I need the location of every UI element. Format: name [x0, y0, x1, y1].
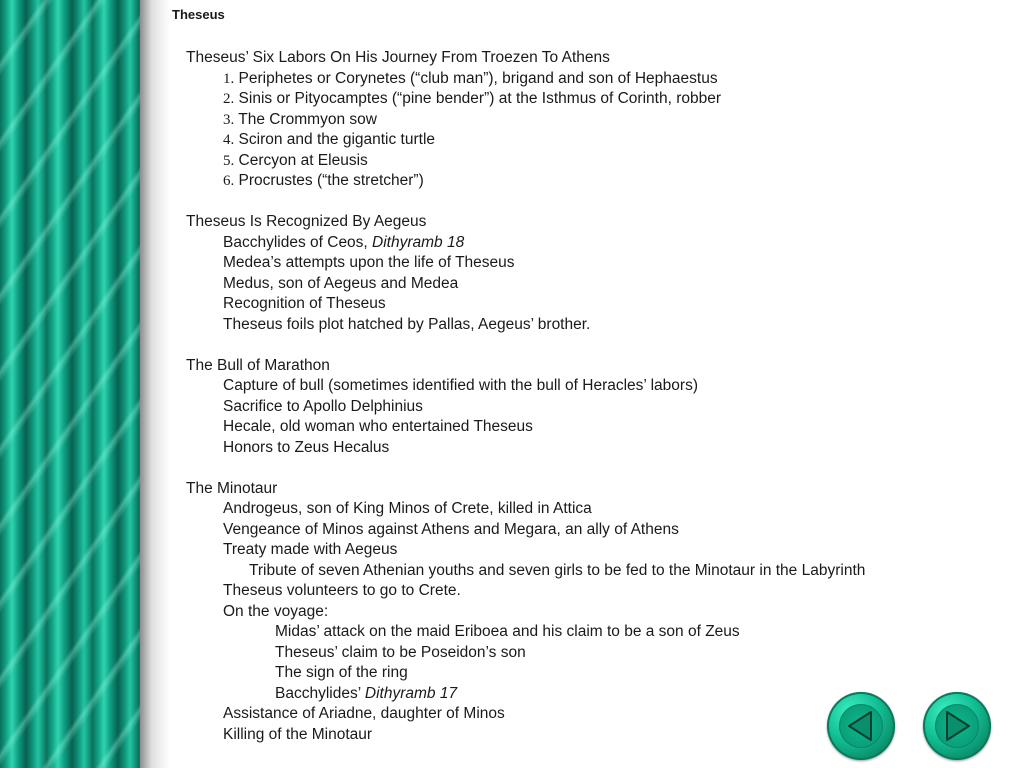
outline-item: [186, 110, 986, 131]
outline-item: [186, 643, 986, 664]
blank-line: [186, 192, 986, 213]
outline-item: [186, 151, 986, 172]
previous-slide-button[interactable]: [827, 692, 895, 760]
outline-item: [186, 540, 986, 561]
item-number: 6.: [223, 173, 235, 189]
outline-item: [186, 294, 986, 315]
item-text: Sinis or Pityocamptes (“pine bender”) at the Isthmus of Corinth, robber: [234, 90, 721, 107]
work-title: Dithyramb 17: [364, 684, 458, 702]
outline-item: [186, 130, 986, 151]
item-text: Cercyon at Eleusis: [234, 151, 368, 169]
outline-content: [186, 48, 986, 745]
outline-item: [186, 663, 986, 684]
outline-item: [186, 376, 986, 397]
item-number: 1.: [223, 70, 235, 87]
item-text: Capture of bull (sometimes identified with the bull of Heracles’ labors): [223, 377, 698, 394]
outline-item: [186, 417, 986, 438]
outline-item: [186, 438, 986, 459]
item-text: Theseus foils plot hatched by Pallas, Aegeus’ brother.: [223, 315, 591, 333]
item-text: On the voyage:: [223, 602, 329, 620]
section-heading: [186, 356, 986, 377]
item-text: Theseus Is Recognized By Aegeus: [186, 213, 427, 230]
section-heading: [186, 479, 986, 500]
item-text: Honors to Zeus Hecalus: [223, 438, 390, 456]
item-text: Vengeance of Minos against Athens and Megara, an ally of Athens: [223, 520, 679, 538]
next-slide-icon: [923, 692, 991, 760]
blank-line: [186, 335, 986, 356]
outline-item: [186, 171, 986, 192]
next-slide-button[interactable]: [923, 692, 991, 760]
item-text: Hecale, old woman who entertained Theseus: [223, 418, 533, 435]
outline-item: [186, 622, 986, 643]
item-text: The Bull of Marathon: [186, 356, 330, 374]
item-text: Theseus’ claim to be Poseidon’s son: [275, 643, 526, 661]
blank-line: [186, 458, 986, 479]
outline-item: [186, 253, 986, 274]
item-text: Medus, son of Aegeus and Medea: [223, 274, 459, 292]
outline-item: [186, 397, 986, 418]
outline-item: [186, 69, 986, 90]
slide-title: Theseus: [172, 7, 225, 22]
section-heading: [186, 48, 986, 69]
item-text: Theseus’ Six Labors On His Journey From Troezen To Athens: [186, 49, 610, 66]
item-text: The Minotaur: [186, 479, 278, 497]
item-text: Sacrifice to Apollo Delphinius: [223, 397, 423, 415]
outline-item: [186, 499, 986, 520]
item-text: The Crommyon sow: [234, 110, 377, 128]
item-text: Treaty made with Aegeus: [223, 541, 398, 558]
outline-item: [186, 315, 986, 336]
item-text: Androgeus, son of King Minos of Crete, killed in Attica: [223, 500, 592, 517]
decorative-sidebar: [0, 0, 140, 768]
item-text: Medea’s attempts upon the life of Theseus: [223, 254, 515, 271]
outline-item: [186, 602, 986, 623]
sidebar-shadow: [140, 0, 170, 768]
outline-item: [186, 274, 986, 295]
outline-item: [186, 89, 986, 110]
item-text: Procrustes (“the stretcher”): [234, 172, 424, 189]
item-text: Sciron and the gigantic turtle: [234, 131, 436, 148]
item-text: Tribute of seven Athenian youths and seven girls to be fed to the Minotaur in the Labyrinth: [249, 561, 866, 579]
item-text: Periphetes or Corynetes (“club man”), brigand and son of Hephaestus: [234, 69, 718, 87]
outline-item: [186, 233, 986, 254]
item-number: 3.: [223, 111, 235, 128]
previous-slide-icon: [827, 692, 895, 760]
outline-item: [186, 561, 986, 582]
work-title: Dithyramb 18: [372, 233, 465, 251]
item-text: Theseus volunteers to go to Crete.: [223, 582, 461, 599]
item-text: The sign of the ring: [275, 664, 408, 681]
item-number: 4.: [223, 132, 235, 148]
outline-item: [186, 520, 986, 541]
item-text: Bacchylides of Ceos,: [223, 233, 373, 251]
item-text: Recognition of Theseus: [223, 295, 386, 312]
outline-item: [186, 581, 986, 602]
section-heading: [186, 212, 986, 233]
item-number: 5.: [223, 152, 235, 169]
item-text: Assistance of Ariadne, daughter of Minos: [223, 705, 505, 722]
item-text: Bacchylides’: [275, 684, 365, 702]
item-number: 2.: [223, 91, 235, 107]
item-text: Midas’ attack on the maid Eriboea and his claim to be a son of Zeus: [275, 623, 740, 640]
item-text: Killing of the Minotaur: [223, 725, 373, 743]
